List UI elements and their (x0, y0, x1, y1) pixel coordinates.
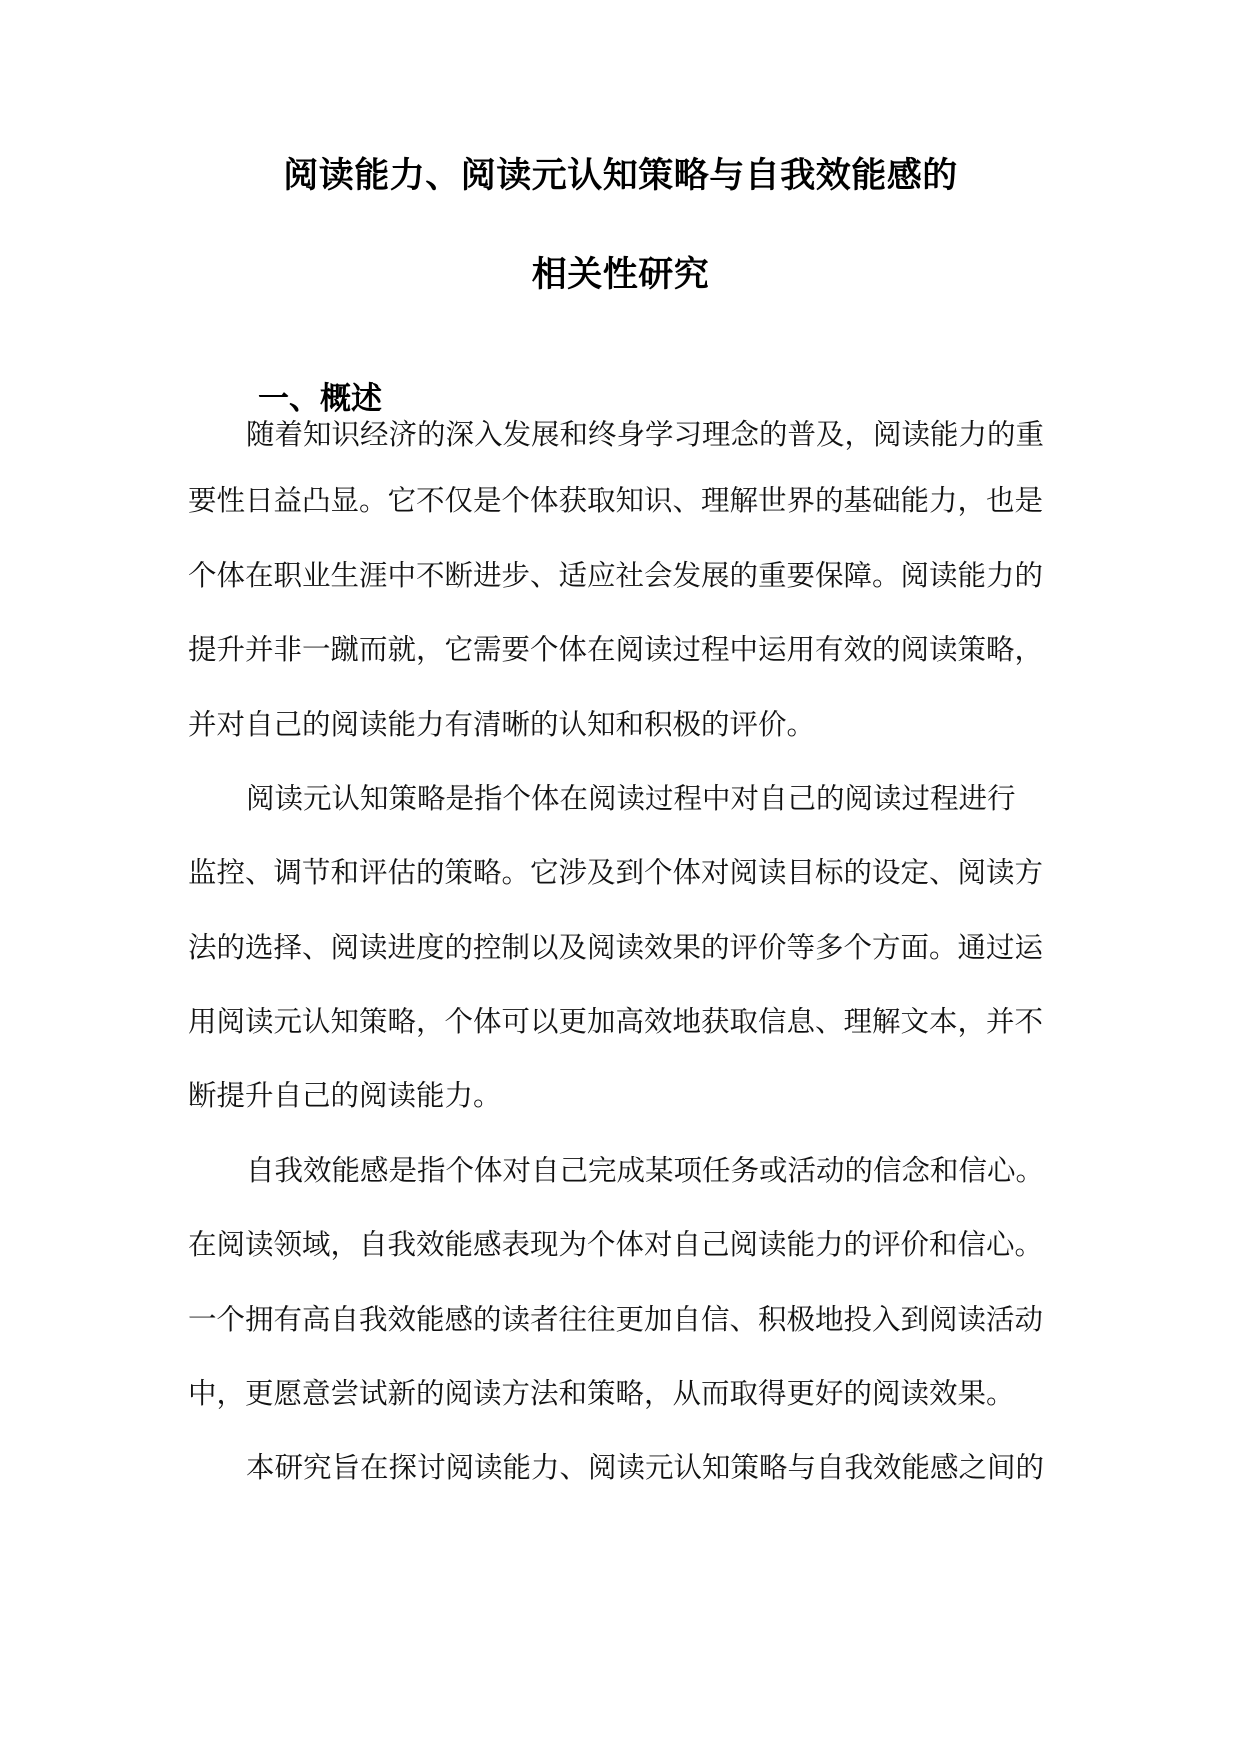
paragraph-line: 要性日益凸显。它不仅是个体获取知识、理解世界的基础能力，也是 (188, 484, 1044, 517)
paragraph-line: 用阅读元认知策略，个体可以更加高效地获取信息、理解文本，并不 (188, 1005, 1044, 1038)
paragraph-line: 监控、调节和评估的策略。它涉及到个体对阅读目标的设定、阅读方 (188, 856, 1044, 889)
paragraph-line: 断提升自己的阅读能力。 (188, 1079, 502, 1112)
paragraph-line: 并对自己的阅读能力有清晰的认知和积极的评价。 (188, 708, 816, 741)
paragraph-line: 一个拥有高自我效能感的读者往往更加自信、积极地投入到阅读活动 (188, 1303, 1044, 1336)
paragraph-line: 自我效能感是指个体对自己完成某项任务或活动的信念和信心。 (246, 1154, 1045, 1187)
document-title-line-2: 相关性研究 (531, 255, 710, 295)
document-title-line-1: 阅读能力、阅读元认知策略与自我效能感的 (283, 156, 958, 196)
paragraph-line: 阅读元认知策略是指个体在阅读过程中对自己的阅读过程进行 (246, 782, 1016, 815)
paragraph-line: 在阅读领域，自我效能感表现为个体对自己阅读能力的评价和信心。 (188, 1228, 1044, 1261)
section-heading: 一、概述 (258, 381, 382, 417)
paragraph-line: 本研究旨在探讨阅读能力、阅读元认知策略与自我效能感之间的 (246, 1451, 1045, 1484)
paragraph-line: 随着知识经济的深入发展和终身学习理念的普及，阅读能力的重 (246, 418, 1045, 451)
paragraph-line: 中，更愿意尝试新的阅读方法和策略，从而取得更好的阅读效果。 (188, 1377, 1015, 1410)
paragraph-line: 法的选择、阅读进度的控制以及阅读效果的评价等多个方面。通过运 (188, 931, 1044, 964)
paragraph-line: 提升并非一蹴而就，它需要个体在阅读过程中运用有效的阅读策略， (188, 633, 1044, 666)
paragraph-line: 个体在职业生涯中不断进步、适应社会发展的重要保障。阅读能力的 (188, 559, 1044, 592)
